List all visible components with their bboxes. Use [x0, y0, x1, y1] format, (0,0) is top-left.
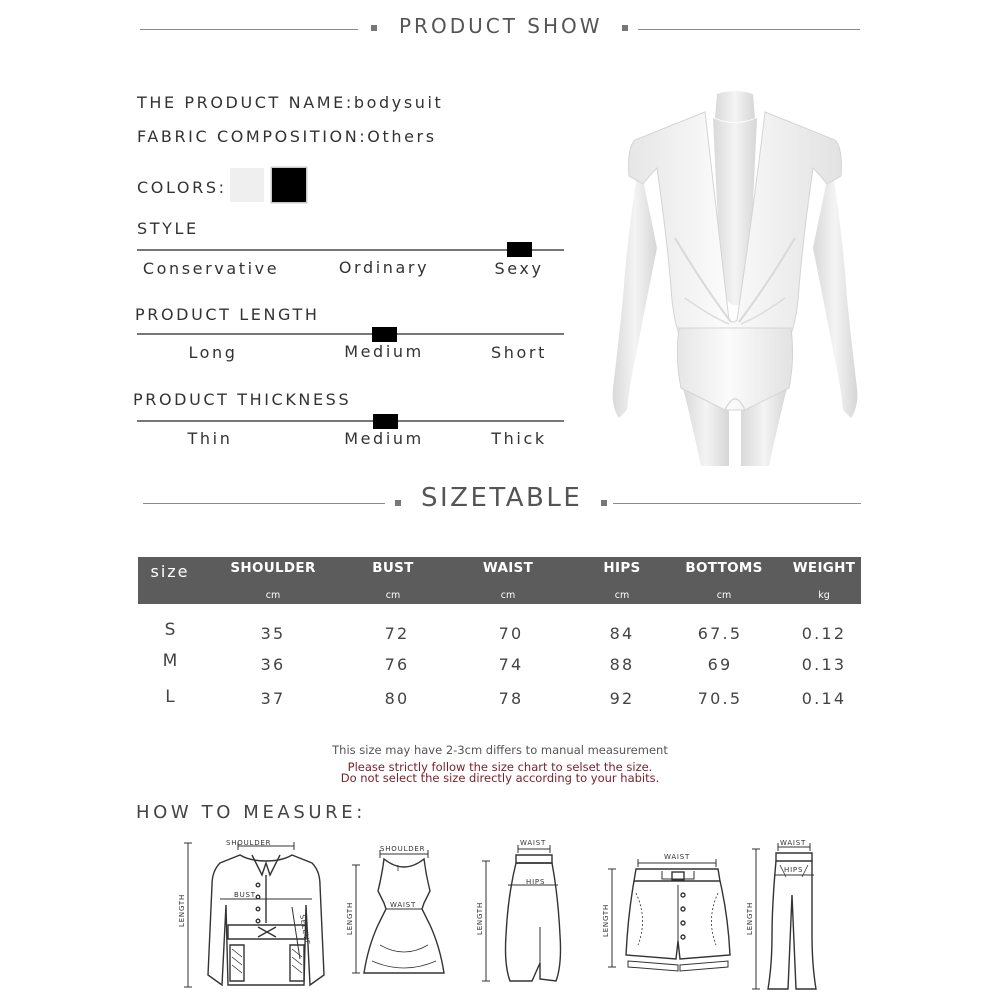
skirt-hips-label: HIPS [526, 878, 546, 886]
col-header-bottoms: BOTTOMS [685, 560, 763, 576]
cell-m-bottoms: 69 [707, 655, 733, 674]
col-header-hips: HIPS [603, 560, 641, 576]
length-scale-title: PRODUCT LENGTH [135, 305, 320, 324]
color-swatch-black[interactable] [272, 168, 306, 202]
shorts-length-label: LENGTH [602, 903, 610, 937]
cell-m-shoulder: 36 [260, 655, 286, 674]
col-unit-weight: kg [818, 590, 830, 601]
cell-m-weight: 0.13 [801, 655, 847, 674]
length-option-medium: Medium [344, 342, 424, 361]
skirt-length-label: LENGTH [476, 901, 484, 935]
thickness-option-thick: Thick [491, 429, 547, 448]
style-scale-title: STYLE [137, 219, 199, 238]
length-scale-marker [372, 327, 397, 342]
cell-s-hips: 84 [609, 624, 635, 643]
product-name-row [137, 93, 443, 112]
thickness-scale-title: PRODUCT THICKNESS [133, 390, 352, 409]
col-unit-waist: cm [500, 590, 516, 601]
cell-m-hips: 88 [609, 655, 635, 674]
product-show-title: PRODUCT SHOW [399, 14, 603, 38]
sizetable-dot-left [395, 500, 401, 506]
col-header-bust: BUST [372, 560, 414, 576]
style-scale-marker [507, 242, 532, 257]
style-option-ordinary: Ordinary [338, 258, 430, 277]
fabric-value: Others [367, 127, 437, 146]
col-unit-hips: cm [614, 590, 630, 601]
pants-length-label: LENGTH [746, 901, 754, 935]
cell-l-bottoms: 70.5 [697, 689, 743, 708]
cell-l-shoulder: 37 [260, 689, 286, 708]
product-show-dot-right [622, 25, 628, 31]
product-photo [605, 88, 865, 466]
col-header-shoulder: SHOULDER [230, 560, 316, 576]
cell-s-shoulder: 35 [260, 624, 286, 643]
product-show-rule-left [140, 29, 358, 30]
thickness-option-thin: Thin [187, 429, 233, 448]
jacket-sleeve-label: SELEVE [298, 913, 312, 947]
sizetable-dot-right [601, 500, 607, 506]
cell-l-weight: 0.14 [801, 689, 847, 708]
dress-length-label: LENGTH [346, 901, 354, 935]
sizetable-rule-right [613, 503, 861, 504]
row-size-s: S [164, 620, 176, 640]
col-header-weight: WEIGHT [792, 560, 856, 576]
row-size-l: L [165, 687, 175, 707]
cell-s-weight: 0.12 [801, 624, 847, 643]
pants-hips-label: HIPS [784, 866, 804, 874]
cell-s-bottoms: 67.5 [697, 624, 743, 643]
length-scale-track [137, 333, 564, 335]
cell-s-waist: 70 [498, 624, 524, 643]
thickness-option-medium: Medium [344, 429, 424, 448]
product-name-label: THE PRODUCT NAME: [137, 93, 354, 112]
thickness-scale-track [137, 420, 564, 422]
cell-l-bust: 80 [384, 689, 410, 708]
jacket-bust-label: BUST [234, 891, 256, 899]
style-option-sexy: Sexy [494, 259, 544, 278]
size-warning-line2: Do not select the size directly according to your habits. [340, 771, 660, 785]
measure-diagrams [0, 835, 1000, 1000]
colors-label: COLORS: [137, 178, 227, 197]
skirt-waist-label: WAIST [520, 839, 547, 847]
style-option-conservative: Conservative [142, 259, 280, 278]
cell-m-bust: 76 [384, 655, 410, 674]
length-option-long: Long [188, 343, 238, 362]
cell-s-bust: 72 [384, 624, 410, 643]
sizetable-title: SIZETABLE [421, 483, 583, 513]
color-swatch-white[interactable] [230, 168, 264, 202]
fabric-label: FABRIC COMPOSITION: [137, 127, 368, 146]
product-show-dot-left [371, 25, 377, 31]
dress-shoulder-label: SHOULDER [380, 845, 426, 853]
col-header-waist: WAIST [482, 560, 534, 576]
size-warning-line1: Please strictly follow the size chart to selset the size. [347, 760, 653, 774]
fabric-row [137, 127, 437, 146]
pants-waist-label: WAIST [780, 839, 807, 847]
cell-l-hips: 92 [609, 689, 635, 708]
row-size-m: M [162, 651, 178, 671]
dress-diagram [364, 859, 444, 973]
col-unit-shoulder: cm [265, 590, 281, 601]
product-name-value: bodysuit [353, 93, 444, 112]
product-show-rule-right [638, 29, 860, 30]
cell-m-waist: 74 [498, 655, 524, 674]
how-to-measure-title: HOW TO MEASURE: [136, 802, 366, 823]
col-unit-bottoms: cm [716, 590, 732, 601]
length-option-short: Short [491, 343, 547, 362]
shorts-diagram [626, 869, 730, 971]
skirt-diagram [506, 855, 561, 981]
thickness-scale-marker [373, 414, 398, 429]
style-scale-track [137, 249, 564, 251]
size-column-header: size [150, 562, 190, 581]
size-note: This size may have 2-3cm differs to manual measurement [332, 743, 668, 757]
jacket-shoulder-label: SHOULDER [226, 839, 272, 847]
shorts-waist-label: WAIST [664, 853, 691, 861]
jacket-length-label: LENGTH [178, 893, 186, 927]
dress-waist-label: WAIST [390, 901, 417, 909]
sizetable-rule-left [143, 503, 385, 504]
col-unit-bust: cm [385, 590, 401, 601]
cell-l-waist: 78 [498, 689, 524, 708]
